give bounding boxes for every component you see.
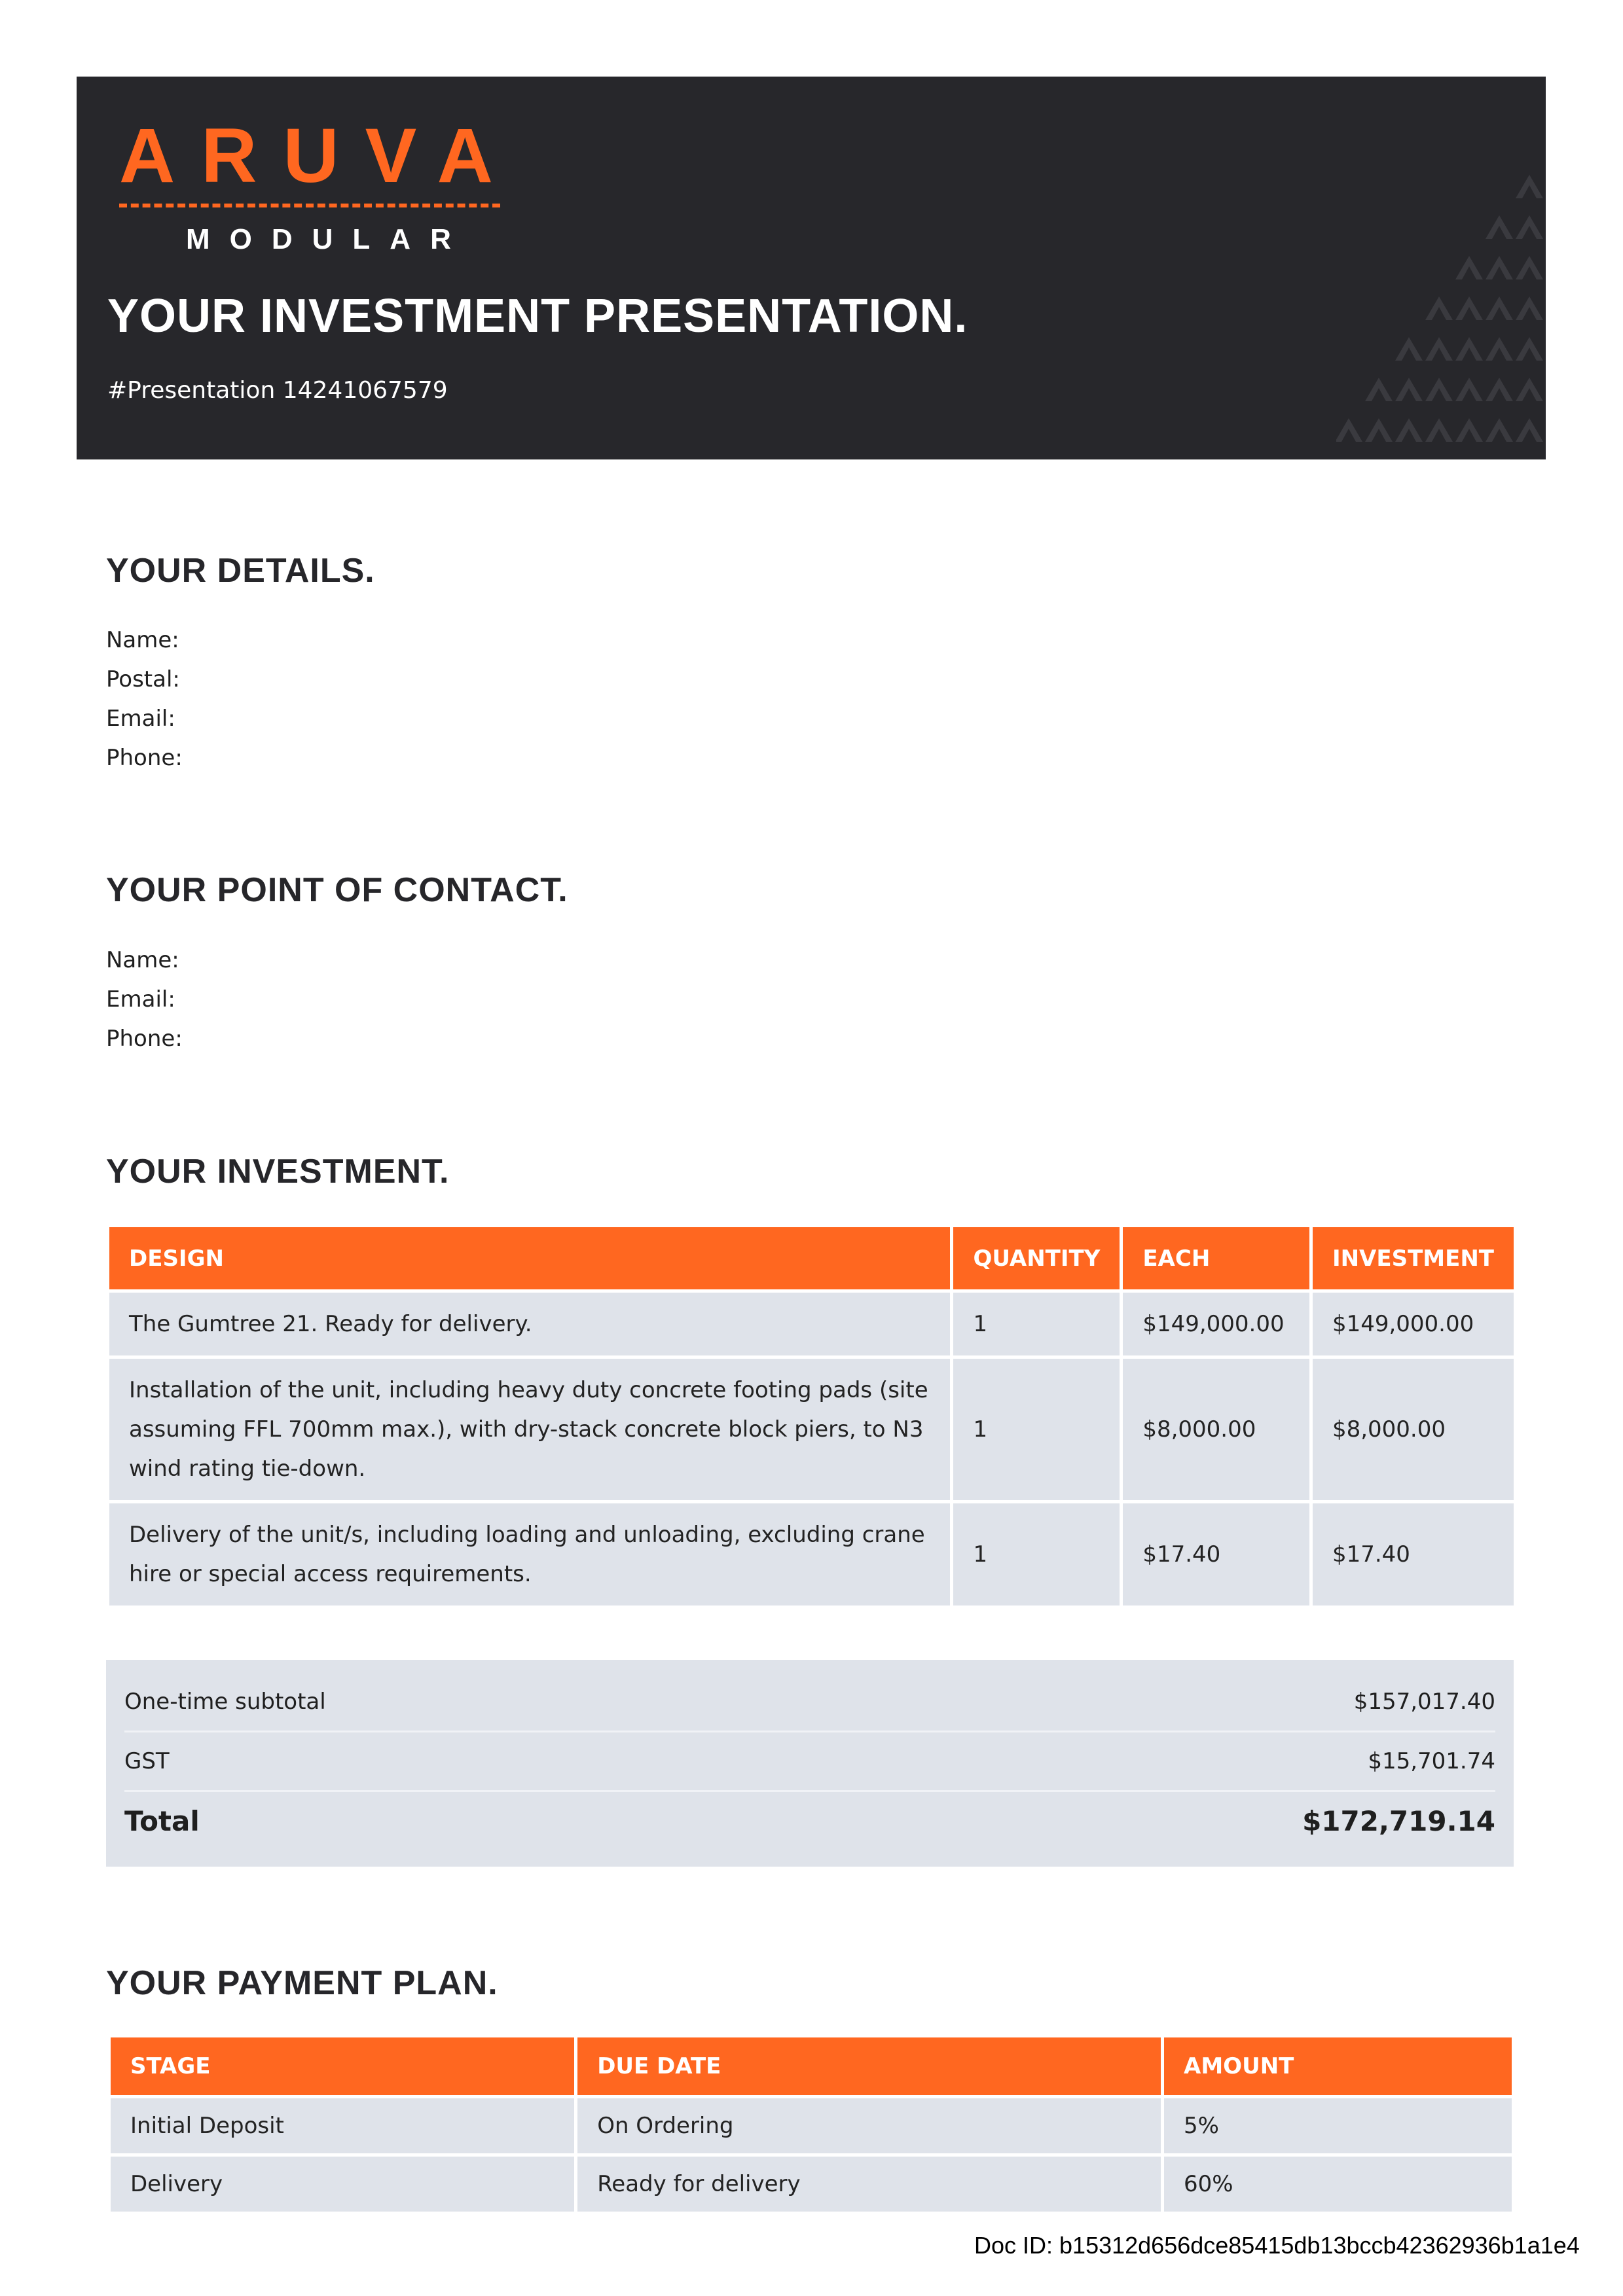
table-row [109,1359,1514,1500]
cell-quantity: 1 [953,1503,1120,1605]
page-title: YOUR INVESTMENT PRESENTATION. [107,290,968,342]
cell-each: $8,000.00 [1123,1359,1309,1500]
investment-table [106,1224,1517,1609]
contact-email-label: Email: [106,986,175,1013]
cell-investment: $8,000.00 [1313,1359,1514,1500]
logo-dashed-rule [119,204,500,207]
presentation-number: #Presentation 14241067579 [107,377,448,404]
pattern-triangle [1455,296,1483,320]
contact-title: YOUR POINT OF CONTACT. [106,871,568,909]
pattern-triangle [1395,378,1423,401]
pattern-triangle [1516,418,1543,442]
contact-block [106,941,530,1058]
pattern-triangle [1455,337,1483,361]
pattern-triangle [1365,418,1393,442]
pattern-triangle [1455,256,1483,279]
column-header-design: DESIGN [109,1227,950,1289]
subtotal-label: One-time subtotal [124,1689,326,1715]
pattern-triangle [1516,378,1543,401]
cell-investment: $149,000.00 [1313,1293,1514,1355]
details-phone-label: Phone: [106,745,183,771]
logo-wordmark: ARUVA [119,113,519,199]
pattern-triangle [1516,215,1543,239]
pattern-triangle [1425,378,1453,401]
cell-due-date: Ready for delivery [577,2157,1161,2212]
details-name-row [106,620,530,660]
contact-name-row [106,941,530,980]
totals-summary [106,1660,1514,1867]
cell-design: Delivery of the unit/s, including loading and unloading, excluding crane hire or special access requirements. [109,1503,950,1605]
table-row [109,1503,1514,1605]
column-header-due-date: DUE DATE [577,2037,1161,2095]
redacted-value [187,952,527,971]
redacted-value [190,1030,530,1050]
pattern-triangle [1425,296,1453,320]
cell-design: The Gumtree 21. Ready for delivery. [109,1293,950,1355]
pattern-triangle [1486,378,1513,401]
pattern-triangle [1516,337,1543,361]
investment-header-row [109,1227,1514,1289]
total-value: $172,719.14 [1302,1804,1495,1837]
redacted-value [183,991,523,1011]
details-email-row [106,699,530,738]
pattern-triangle [1486,337,1513,361]
contact-name-label: Name: [106,947,179,973]
payment-title: YOUR PAYMENT PLAN. [106,1964,498,2002]
pattern-triangle [1455,418,1483,442]
pattern-triangle [1395,418,1423,442]
cell-design: Installation of the unit, including heavy duty concrete footing pads (site assuming FFL 700mm max.), with dry-stack concrete block piers, to N3 wind rating tie-down. [109,1359,950,1500]
gst-value: $15,701.74 [1368,1748,1495,1774]
cell-stage: Delivery [111,2157,574,2212]
details-name-label: Name: [106,627,179,653]
pattern-triangle [1516,256,1543,279]
contact-email-row [106,980,530,1019]
pattern-triangle [1486,256,1513,279]
payment-header-row [111,2037,1512,2095]
cell-investment: $17.40 [1313,1503,1514,1605]
gst-row [124,1732,1495,1792]
table-row [109,1293,1514,1355]
pattern-triangle [1486,418,1513,442]
redacted-value [187,632,527,651]
total-label: Total [124,1804,200,1837]
column-header-investment: INVESTMENT [1313,1227,1514,1289]
pattern-triangle [1395,337,1423,361]
pattern-triangle [1425,418,1453,442]
cell-amount: 5% [1164,2098,1512,2153]
contact-phone-row [106,1019,530,1058]
pattern-triangle [1516,175,1543,198]
logo-subtitle: MODULAR [186,223,471,255]
details-postal-label: Postal: [106,666,180,692]
cell-stage: Initial Deposit [111,2098,574,2153]
column-header-stage: STAGE [111,2037,574,2095]
pattern-triangle [1455,378,1483,401]
contact-phone-label: Phone: [106,1026,183,1052]
cell-each: $149,000.00 [1123,1293,1309,1355]
cell-amount: 60% [1164,2157,1512,2212]
details-phone-row [106,738,530,778]
column-header-quantity: QUANTITY [953,1227,1120,1289]
investment-title: YOUR INVESTMENT. [106,1153,450,1191]
triangle-pattern-icon [1336,162,1546,459]
pattern-triangle [1486,215,1513,239]
cell-quantity: 1 [953,1293,1120,1355]
redacted-value [183,710,523,730]
gst-label: GST [124,1748,170,1774]
cell-quantity: 1 [953,1359,1120,1500]
subtotal-value: $157,017.40 [1353,1689,1495,1715]
pattern-triangle [1425,337,1453,361]
column-header-each: EACH [1123,1227,1309,1289]
pattern-triangle [1516,296,1543,320]
table-row [111,2157,1512,2212]
redacted-value [190,749,530,769]
details-block [106,620,530,778]
aruva-logo [119,113,519,256]
pattern-triangle [1365,378,1393,401]
subtotal-row [124,1673,1495,1732]
details-email-label: Email: [106,706,175,732]
pattern-triangle [1486,296,1513,320]
header-banner [77,77,1546,459]
doc-id: Doc ID: b15312d656dce85415db13bccb42362936b1a1e4 [974,2232,1580,2259]
payment-table [107,2034,1515,2215]
pattern-triangle [1336,418,1362,442]
details-postal-row [106,660,530,699]
redacted-value [187,671,528,691]
cell-due-date: On Ordering [577,2098,1161,2153]
table-row [111,2098,1512,2153]
total-row [124,1792,1495,1850]
details-title: YOUR DETAILS. [106,552,375,590]
cell-each: $17.40 [1123,1503,1309,1605]
column-header-amount: AMOUNT [1164,2037,1512,2095]
